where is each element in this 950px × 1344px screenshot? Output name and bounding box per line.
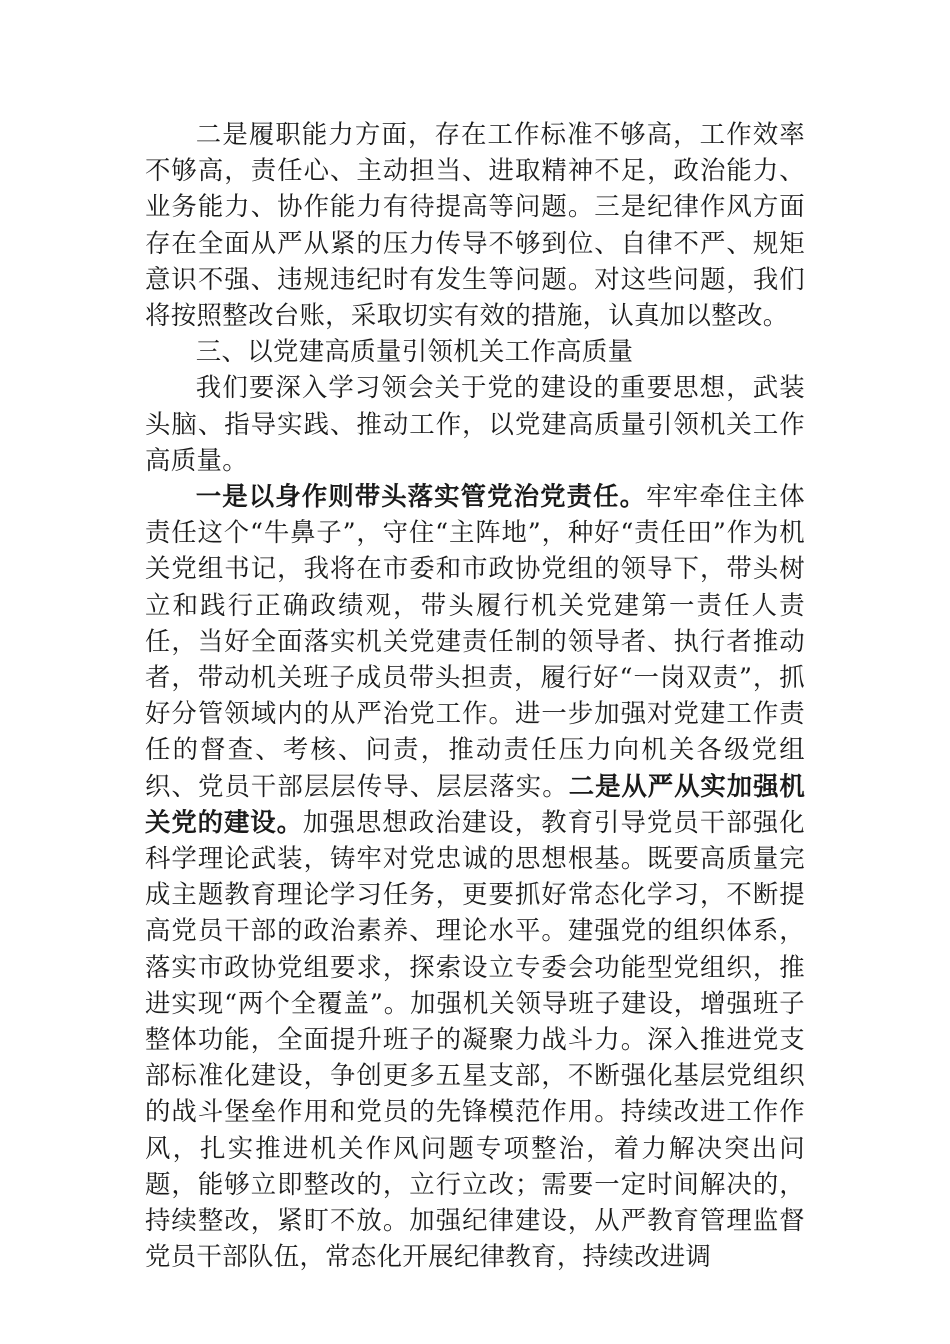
paragraph-performance-issues: 二是履职能力方面，存在工作标准不够高，工作效率不够高，责任心、主动担当、进取精神不足，政治能力、业务能力、协作能力有待提高等问题。三是纪律作风方面存在全面从严从紧的压力传导不够到位、自律不严、规矩意识不强、违规违纪时有发生等问题。对这些问题，我们将按照整改台账，采取切实有效的措施，认真加以整改。 [145,119,805,331]
paragraph-party-building-intro: 我们要深入学习领会关于党的建设的重要思想，武装头脑、指导实践、推动工作，以党建高质量引领机关工作高质量。 [145,372,805,475]
section-heading-3: 三、以党建高质量引领机关工作高质量 [195,336,634,367]
point-one-text: 牢牢牵住主体责任这个“牛鼻子”，守住“主阵地”，种好“责任田”作为机关党组书记，我将在市委和市政协党组的领导下，带头树立和践行正确政绩观，带头履行机关党建第一责任人责任，当好全面落实机关党建责任制的领导者、执行者推动者，带动机关班子成员带头担责，履行好“一岗双责”，抓好分管领域内的从严治党工作。进一步加强对党建工作责任的督查、考核、问责，推动责任压力向机关各级党组织、党员干部层层传导、层层落实。 [145,481,805,801]
paragraph-party-building-measures [145,478,805,1274]
document-body [145,116,805,1275]
point-two-heading: 二是从严从实加强机关党的建设。 [145,770,805,837]
point-one-heading: 一是以身作则带头落实管党治党责任。 [195,481,647,512]
point-two-text: 加强思想政治建设，教育引导党员干部强化科学理论武装，铸牢对党忠诚的思想根基。既要高质量完成主题教育理论学习任务，更要抓好常态化学习，不断提高党员干部的政治素养、理论水平。建强党的组织体系，落实市政协党组要求，探索设立专委会功能型党组织，推进实现“两个全覆盖”。加强机关领导班子建设，增强班子整体功能，全面提升班子的凝聚力战斗力。深入推进党支部标准化建设，争创更多五星支部，不断强化基层党组织的战斗堡垒作用和党员的先锋模范作用。持续改进工作作风，扎实推进机关作风问题专项整治，着力解决突出问题，能够立即整改的，立行立改；需要一定时间解决的，持续整改，紧盯不放。加强纪律建设，从严教育管理监督党员干部队伍，常态化开展纪律教育，持续改进调 [145,806,805,1272]
